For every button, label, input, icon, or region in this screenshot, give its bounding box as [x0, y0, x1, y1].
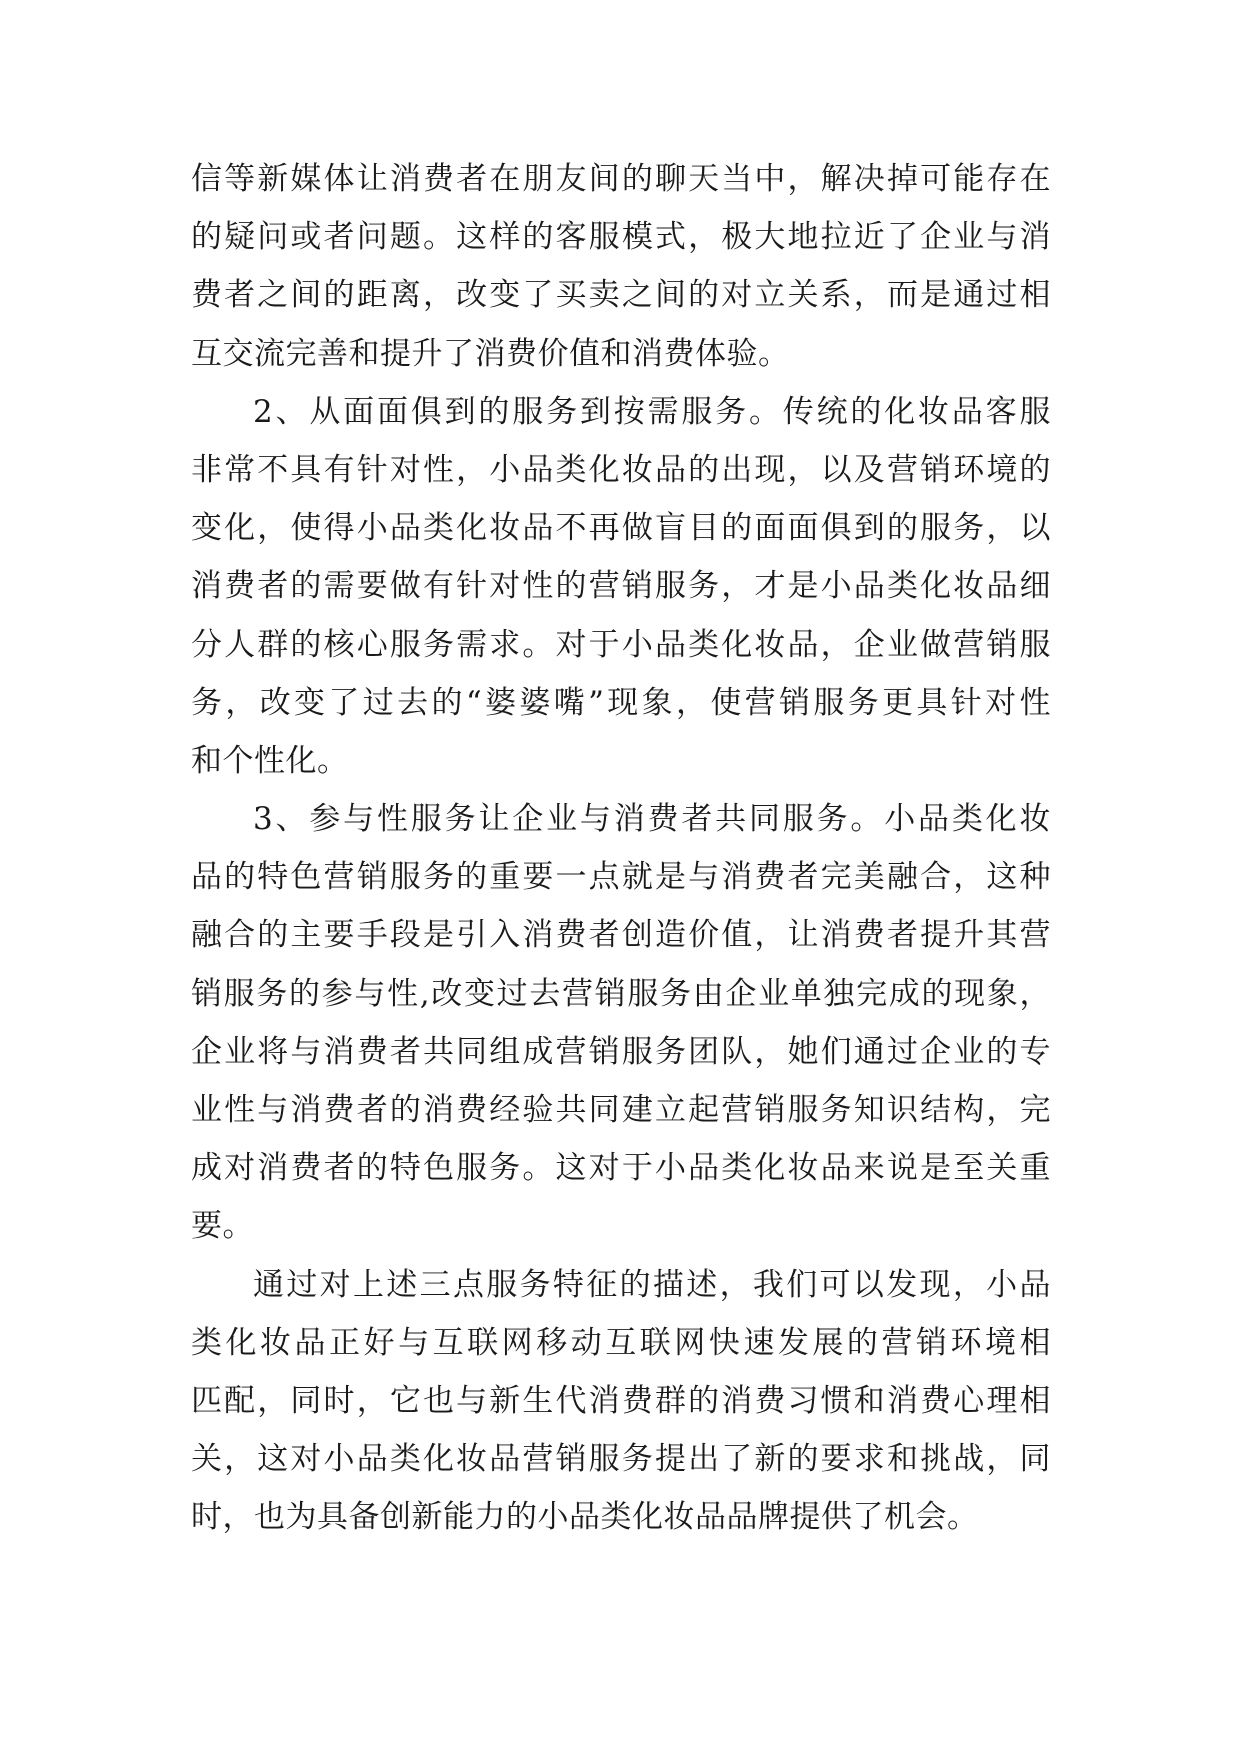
- text-line: 业性与消费者的消费经验共同建立起营销服务知识结构，完: [191, 1092, 1051, 1128]
- text-line: 信等新媒体让消费者在朋友间的聊天当中，解决掉可能存在: [191, 161, 1051, 197]
- text-line: 务，改变了过去的“婆婆嘴”现象，使营销服务更具针对性: [191, 684, 1051, 721]
- text-line: 要。: [191, 1208, 254, 1245]
- text-line: 关，这对小品类化妆品营销服务提出了新的要求和挑战，同: [191, 1441, 1051, 1478]
- text-line: 通过对上述三点服务特征的描述，我们可以发现，小品: [253, 1266, 1051, 1303]
- text-line: 企业将与消费者共同组成营销服务团队，她们通过企业的专: [191, 1033, 1051, 1070]
- text-line: 非常不具有针对性，小品类化妆品的出现，以及营销环境的: [191, 451, 1051, 488]
- text-line: 3、参与性服务让企业与消费者共同服务。小品类化妆: [253, 801, 1051, 838]
- text-line: 类化妆品正好与互联网移动互联网快速发展的营销环境相: [191, 1324, 1051, 1361]
- text-line: 费者之间的距离，改变了买卖之间的对立关系，而是通过相: [191, 277, 1051, 314]
- text-line: 消费者的需要做有针对性的营销服务，才是小品类化妆品细: [191, 568, 1051, 605]
- text-line: 时，也为具备创新能力的小品类化妆品品牌提供了机会。: [191, 1499, 979, 1536]
- text-line: 的疑问或者问题。这样的客服模式，极大地拉近了企业与消: [191, 219, 1051, 256]
- text-line: 和个性化。: [191, 742, 349, 779]
- text-line: 2、从面面俱到的服务到按需服务。传统的化妆品客服: [253, 393, 1051, 430]
- paragraph-4: [191, 1256, 1051, 1547]
- paragraph-3: [191, 790, 1051, 1256]
- body-text: [191, 150, 1051, 1547]
- text-line: 互交流完善和提升了消费价值和消费体验。: [191, 335, 790, 372]
- text-line: 成对消费者的特色服务。这对于小品类化妆品来说是至关重: [191, 1150, 1051, 1187]
- text-line: 变化，使得小品类化妆品不再做盲目的面面俱到的服务，以: [191, 510, 1051, 547]
- text-line: 匹配，同时，它也与新生代消费群的消费习惯和消费心理相: [191, 1382, 1051, 1419]
- text-line: 销服务的参与性,改变过去营销服务由企业单独完成的现象，: [191, 975, 1051, 1012]
- text-line: 融合的主要手段是引入消费者创造价值，让消费者提升其营: [191, 917, 1051, 954]
- paragraph-2: [191, 383, 1051, 790]
- text-line: 品的特色营销服务的重要一点就是与消费者完美融合，这种: [191, 859, 1051, 896]
- text-line: 分人群的核心服务需求。对于小品类化妆品，企业做营销服: [191, 626, 1051, 663]
- paragraph-1: [191, 150, 1051, 383]
